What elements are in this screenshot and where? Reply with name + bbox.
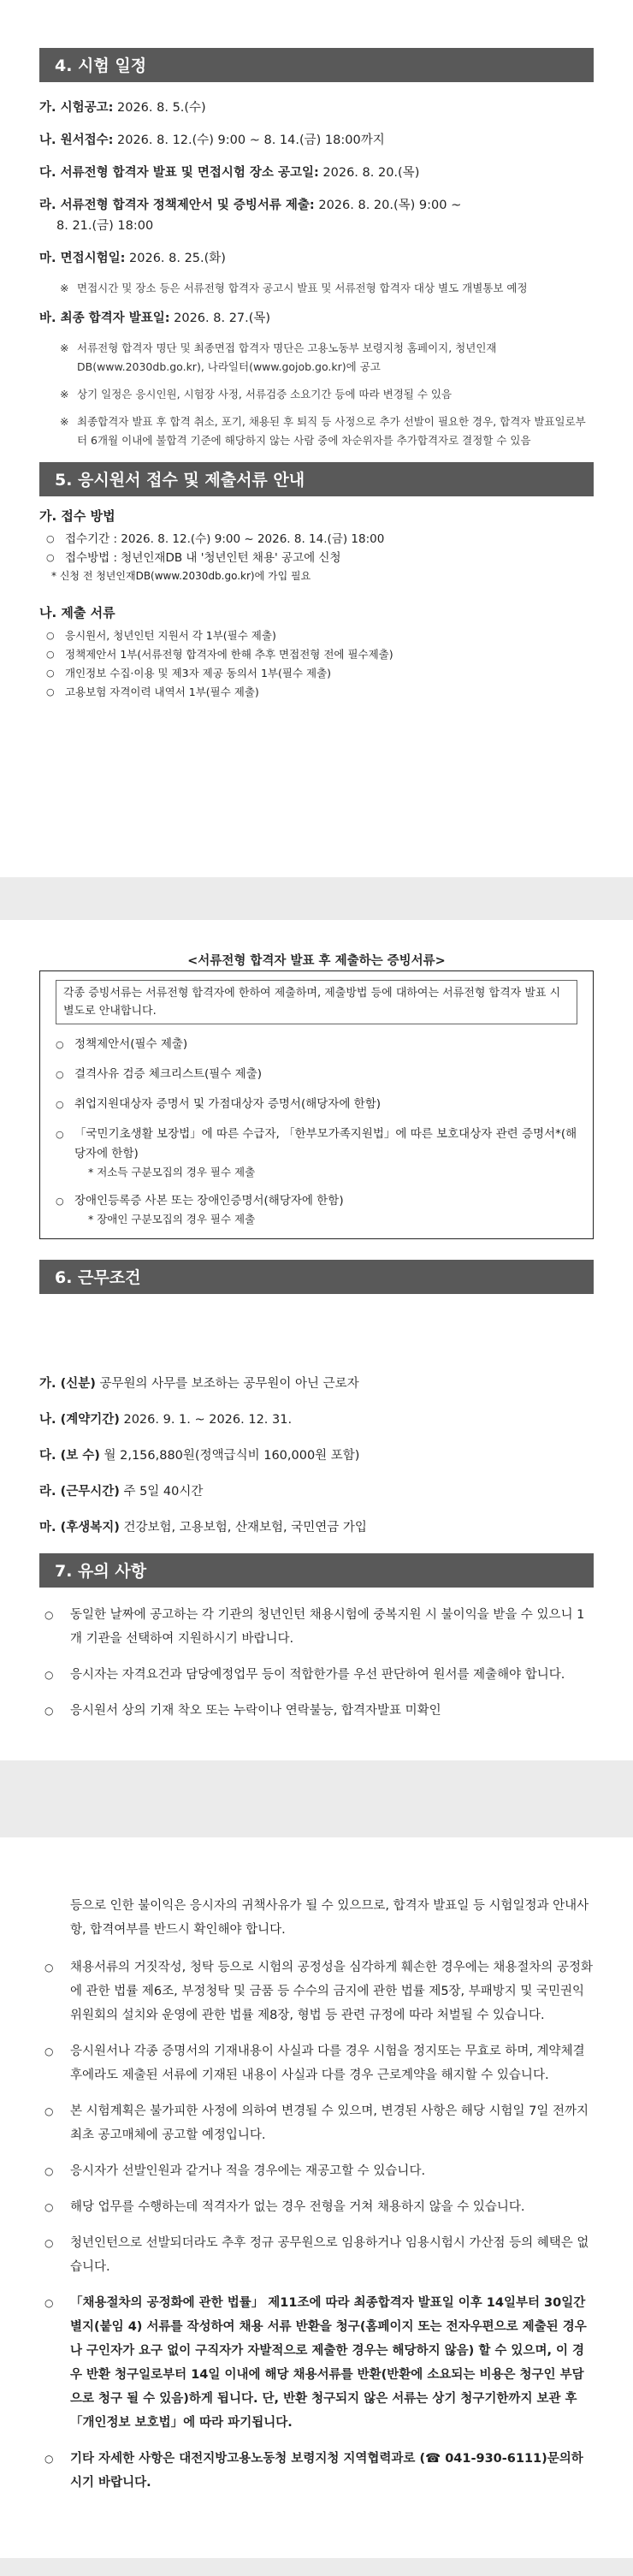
- section-6-heading: 6. 근무조건: [39, 1260, 594, 1294]
- list-item: [46, 664, 594, 683]
- evidence-item: [56, 1095, 577, 1114]
- note-text: 최종합격자 발표 후 합격 취소, 포기, 채용된 후 퇴직 등 사정으로 추가 선발이 필요한 경우, 합격자 발표일로부터 6개월 이내에 불합격 기준에 해당하지 않는 사람 중에 차순위자를 추가합격자로 결정할 수 있음: [77, 415, 586, 447]
- schedule-value: 2026. 8. 5.(수): [113, 101, 206, 115]
- bullet-icon: ○: [56, 1129, 64, 1140]
- bullet-icon: ○: [44, 1669, 54, 1681]
- evidence-text: 취업지원대상자 증명서 및 가점대상자 증명서(해당자에 한함): [74, 1097, 382, 1111]
- condition-row: [39, 1374, 594, 1394]
- list-item-contact: [39, 2447, 594, 2495]
- condition-value: 주 5일 40시간: [119, 1485, 204, 1499]
- evidence-item: [56, 1035, 577, 1054]
- page-3: [0, 1837, 633, 2558]
- schedule-value: 2026. 8. 12.(수) 9:00 ~ 8. 14.(금) 18:00까지: [113, 134, 385, 147]
- bullet-icon: ○: [46, 649, 55, 660]
- list-item-text: 본 시험계획은 불가피한 사정에 의하여 변경될 수 있으며, 변경된 사항은 해당 시험일 7일 전까지 최초 공고매체에 공고할 예정입니다.: [70, 2104, 589, 2142]
- bullet-icon: ○: [44, 2045, 54, 2057]
- list-item: [46, 626, 594, 645]
- bullet-icon: ○: [46, 668, 55, 679]
- note-mark: ※: [60, 341, 69, 354]
- schedule-value-cont: 8. 21.(금) 18:00: [56, 219, 154, 233]
- list-item: [46, 530, 594, 549]
- bullet-icon: ○: [56, 1196, 64, 1207]
- note-item: [60, 413, 594, 450]
- bullet-icon: ○: [56, 1099, 64, 1110]
- list-item: [46, 549, 594, 567]
- subsection-na: 나. 제출 서류: [39, 605, 115, 620]
- schedule-label: 가. 시험공고:: [39, 101, 114, 115]
- condition-value: 공무원의 사무를 보조하는 공무원이 아닌 근로자: [95, 1377, 359, 1391]
- evidence-box-title: <서류전형 합격자 발표 후 제출하는 증빙서류>: [187, 954, 446, 968]
- schedule-label: 나. 원서접수:: [39, 134, 114, 147]
- list-item: [39, 1663, 594, 1687]
- list-item: [39, 1956, 594, 2027]
- list-item: [39, 1699, 594, 1723]
- list-item-bold: [39, 2291, 594, 2435]
- list-item-text: 응시원서, 청년인턴 지원서 각 1부(필수 제출): [65, 629, 276, 642]
- bullet-icon: ○: [44, 2105, 54, 2117]
- page-gap-2: [0, 1760, 633, 1837]
- page-gap: [0, 877, 633, 920]
- list-item-text: 접수기간 : 2026. 8. 12.(수) 9:00 ~ 2026. 8. 14.(금) 18:00: [65, 532, 385, 546]
- documents-list: [39, 626, 594, 702]
- note-mark: ※: [60, 415, 69, 428]
- list-item: [39, 2039, 594, 2087]
- work-conditions-list: [39, 1374, 594, 1538]
- apply-note: * 신청 전 청년인재DB(www.2030db.go.kr)에 가입 필요: [51, 570, 311, 582]
- note-mark: ※: [60, 388, 69, 401]
- evidence-text: 정책제안서(필수 제출): [74, 1037, 188, 1051]
- list-item: [39, 2231, 594, 2279]
- bullet-icon: ○: [46, 686, 55, 697]
- bullet-icon: ○: [44, 1962, 54, 1974]
- evidence-item: [56, 1065, 577, 1084]
- list-item-text: 청년인턴으로 선발되더라도 추후 정규 공무원으로 임용하거나 임용시험시 가산점 등의 혜택은 없습니다.: [70, 2236, 589, 2274]
- schedule-label: 마. 면접시험일:: [39, 252, 126, 265]
- list-item-text: 해당 업무를 수행하는데 적격자가 없는 경우 전형을 거쳐 채용하지 않을 수 있습니다.: [70, 2200, 525, 2214]
- list-item-text: 응시원서나 각종 증명서의 기재내용이 사실과 다를 경우 시험을 정지또는 무효로 하며, 계약체결 후에라도 제출된 서류에 기재된 내용이 사실과 다를 경우 근로계약을 해지할 수 있습니다.: [70, 2045, 585, 2082]
- list-item-text: 채용서류의 거짓작성, 청탁 등으로 시험의 공정성을 심각하게 훼손한 경우에는 채용절차의 공정화에 관한 법률 제6조, 부정청탁 및 금품 등 수수의 금지에 관한 법률 제5장, 부패방지 및 국민권익위원회의 설치와 운영에 관한 법률 제8장, 형법 등 관련 규정에 따라 처벌될 수 있습니다.: [70, 1961, 593, 2022]
- bullet-icon: ○: [46, 533, 55, 544]
- list-item-text: 기타 자세한 사항은 대전지방고용노동청 보령지청 지역협력과로 (☎ 041-930-6111)문의하시기 바랍니다.: [70, 2452, 583, 2490]
- bullet-icon: ○: [46, 552, 55, 563]
- schedule-label: 라. 서류전형 합격자 정책제안서 및 증빙서류 제출:: [39, 199, 315, 212]
- schedule-row: [39, 195, 594, 236]
- bullet-icon: ○: [56, 1039, 64, 1050]
- notice-list: [39, 1603, 594, 1723]
- apply-method-list: [39, 530, 594, 567]
- bullet-icon: ○: [44, 2453, 54, 2465]
- schedule-value: 2026. 8. 25.(화): [125, 252, 226, 265]
- evidence-text: 결격사유 검증 체크리스트(필수 제출): [74, 1067, 263, 1081]
- list-item-text: 정책제안서 1부(서류전형 합격자에 한해 추후 면접전형 전에 필수제출): [65, 648, 393, 661]
- note-interview: ※ 면접시간 및 장소 등은 서류전형 합격자 공고시 발표 및 서류전형 합격자 대상 별도 개별통보 예정: [60, 282, 528, 294]
- schedule-row: [39, 248, 594, 269]
- evidence-item: [56, 1125, 577, 1164]
- list-item-text: 응시자가 선발인원과 같거나 적을 경우에는 재공고할 수 있습니다.: [70, 2164, 426, 2178]
- bullet-icon: ○: [44, 1705, 54, 1717]
- schedule-label: 다. 서류전형 합격자 발표 및 면접시험 장소 공고일:: [39, 166, 319, 180]
- list-item-text: 접수방법 : 청년인재DB 내 '청년인턴 채용' 공고에 신청: [65, 551, 341, 565]
- list-item-text: 응시원서 상의 기재 착오 또는 누락이나 연락불능, 합격자발표 미확인: [70, 1704, 441, 1718]
- condition-label: 다. (보 수): [39, 1449, 100, 1463]
- condition-value: 2026. 9. 1. ~ 2026. 12. 31.: [119, 1413, 293, 1427]
- section-4-heading: 4. 시험 일정: [39, 48, 594, 82]
- schedule-value: 2026. 8. 20.(목) 9:00 ~: [314, 199, 462, 212]
- note-text: 상기 일정은 응시인원, 시험장 사정, 서류검증 소요기간 등에 따라 변경될 수 있음: [77, 388, 453, 401]
- row-final-result: 바. 최종 합격자 발표일: 2026. 8. 27.(목): [39, 312, 271, 325]
- schedule-row: [39, 163, 594, 183]
- schedule-row: [39, 98, 594, 118]
- note-text: 서류전형 합격자 명단 및 최종면접 합격자 명단은 고용노동부 보령지청 홈페이지, 청년인재DB(www.2030db.go.kr), 나라일터(www.gojob.go.kr)에 공고: [77, 341, 497, 373]
- condition-row: [39, 1410, 594, 1430]
- condition-label: 나. (계약기간): [39, 1413, 120, 1427]
- bullet-icon: ○: [56, 1069, 64, 1080]
- evidence-item: [56, 1191, 577, 1211]
- condition-label: 라. (근무시간): [39, 1485, 120, 1499]
- list-item: [39, 2159, 594, 2183]
- list-item-text: 고용보험 자격이력 내역서 1부(필수 제출): [65, 686, 259, 698]
- list-item-text: 「채용절차의 공정화에 관한 법률」 제11조에 따라 최종합격자 발표일 이후 14일부터 30일간 별지(붙임 4) 서류를 작성하여 채용 서류 반환을 청구(홈페이지 또는 전자우편으로 제출된 경우나 구인자가 요구 없이 구직자가 자발적으로 제출한 경우는 해당하지 않음) 할 수 있으며, 이 경우 반환 청구일로부터 14일 이내에 해당 채용서류를 반환(반환에 소요되는 비용은 청구인 부담으로 청구 될 수 있음)하게 됩니다. 단, 반환 청구되지 않은 서류는 상기 청구기한까지 보관 후 「개인정보 보호법」에 따라 파기됩니다.: [70, 2296, 587, 2430]
- evidence-text: 「국민기초생활 보장법」에 따른 수급자, 「한부모가족지원법」에 따른 보호대상자 관련 증명서*(해당자에 한함): [74, 1127, 577, 1160]
- bullet-icon: ○: [44, 2165, 54, 2177]
- notes-final: [39, 339, 594, 450]
- condition-value: 월 2,156,880원(정액급식비 160,000원 포함): [99, 1449, 360, 1463]
- evidence-list: [56, 1035, 577, 1228]
- notice-list-2: [0, 1956, 633, 2495]
- section-7-heading: 7. 유의 사항: [39, 1553, 594, 1588]
- note-item: [60, 339, 594, 377]
- note-item: [60, 385, 594, 404]
- evidence-subnote: * 장애인 구분모집의 경우 필수 제출: [88, 1213, 256, 1226]
- condition-label: 마. (후생복지): [39, 1521, 120, 1534]
- list-item: [46, 645, 594, 664]
- list-item: [39, 2099, 594, 2147]
- evidence-text: 장애인등록증 사본 또는 장애인증명서(해당자에 한함): [74, 1194, 344, 1208]
- section-5-heading: 5. 응시원서 접수 및 제출서류 안내: [39, 462, 594, 496]
- subsection-ga: 가. 접수 방법: [39, 508, 115, 524]
- schedule-list: [39, 98, 594, 269]
- page-1: [0, 0, 633, 877]
- bullet-icon: ○: [44, 2297, 54, 2309]
- list-item-text: 개인정보 수집·이용 및 제3자 제공 동의서 1부(필수 제출): [65, 667, 332, 680]
- evidence-box: [39, 970, 594, 1239]
- bullet-icon: ○: [44, 2237, 54, 2249]
- notice-continuation: 등으로 인한 불이익은 응시자의 귀책사유가 될 수 있으므로, 합격자 발표일 등 시험일정과 안내사항, 합격여부를 반드시 확인해야 합니다.: [70, 1899, 589, 1937]
- bullet-icon: ○: [44, 2201, 54, 2213]
- schedule-value: 2026. 8. 20.(목): [318, 166, 420, 180]
- list-item-text: 동일한 날짜에 공고하는 각 기관의 청년인턴 채용시험에 중복지원 시 불이익을 받을 수 있으니 1개 기관을 선택하여 지원하시기 바랍니다.: [70, 1608, 585, 1646]
- evidence-notice: 각종 증빙서류는 서류전형 합격자에 한하여 제출하며, 제출방법 등에 대하여는 서류전형 합격자 발표 시 별도로 안내합니다.: [56, 980, 577, 1024]
- condition-row: [39, 1517, 594, 1538]
- condition-row: [39, 1481, 594, 1502]
- condition-label: 가. (신분): [39, 1377, 96, 1391]
- list-item: [39, 2195, 594, 2219]
- evidence-subnote: * 저소득 구분모집의 경우 필수 제출: [88, 1166, 256, 1178]
- list-item: [39, 1603, 594, 1651]
- bullet-icon: ○: [46, 630, 55, 641]
- list-item-text: 응시자는 자격요건과 담당예정업무 등이 적합한가를 우선 판단하여 원서를 제출해야 합니다.: [70, 1668, 565, 1682]
- page-2b: [0, 1374, 633, 1760]
- condition-row: [39, 1445, 594, 1466]
- condition-value: 건강보험, 고용보험, 산재보험, 국민연금 가입: [119, 1521, 367, 1534]
- list-item: [46, 683, 594, 702]
- schedule-row: [39, 130, 594, 151]
- bullet-icon: ○: [44, 1609, 54, 1621]
- page-2: [0, 920, 633, 1374]
